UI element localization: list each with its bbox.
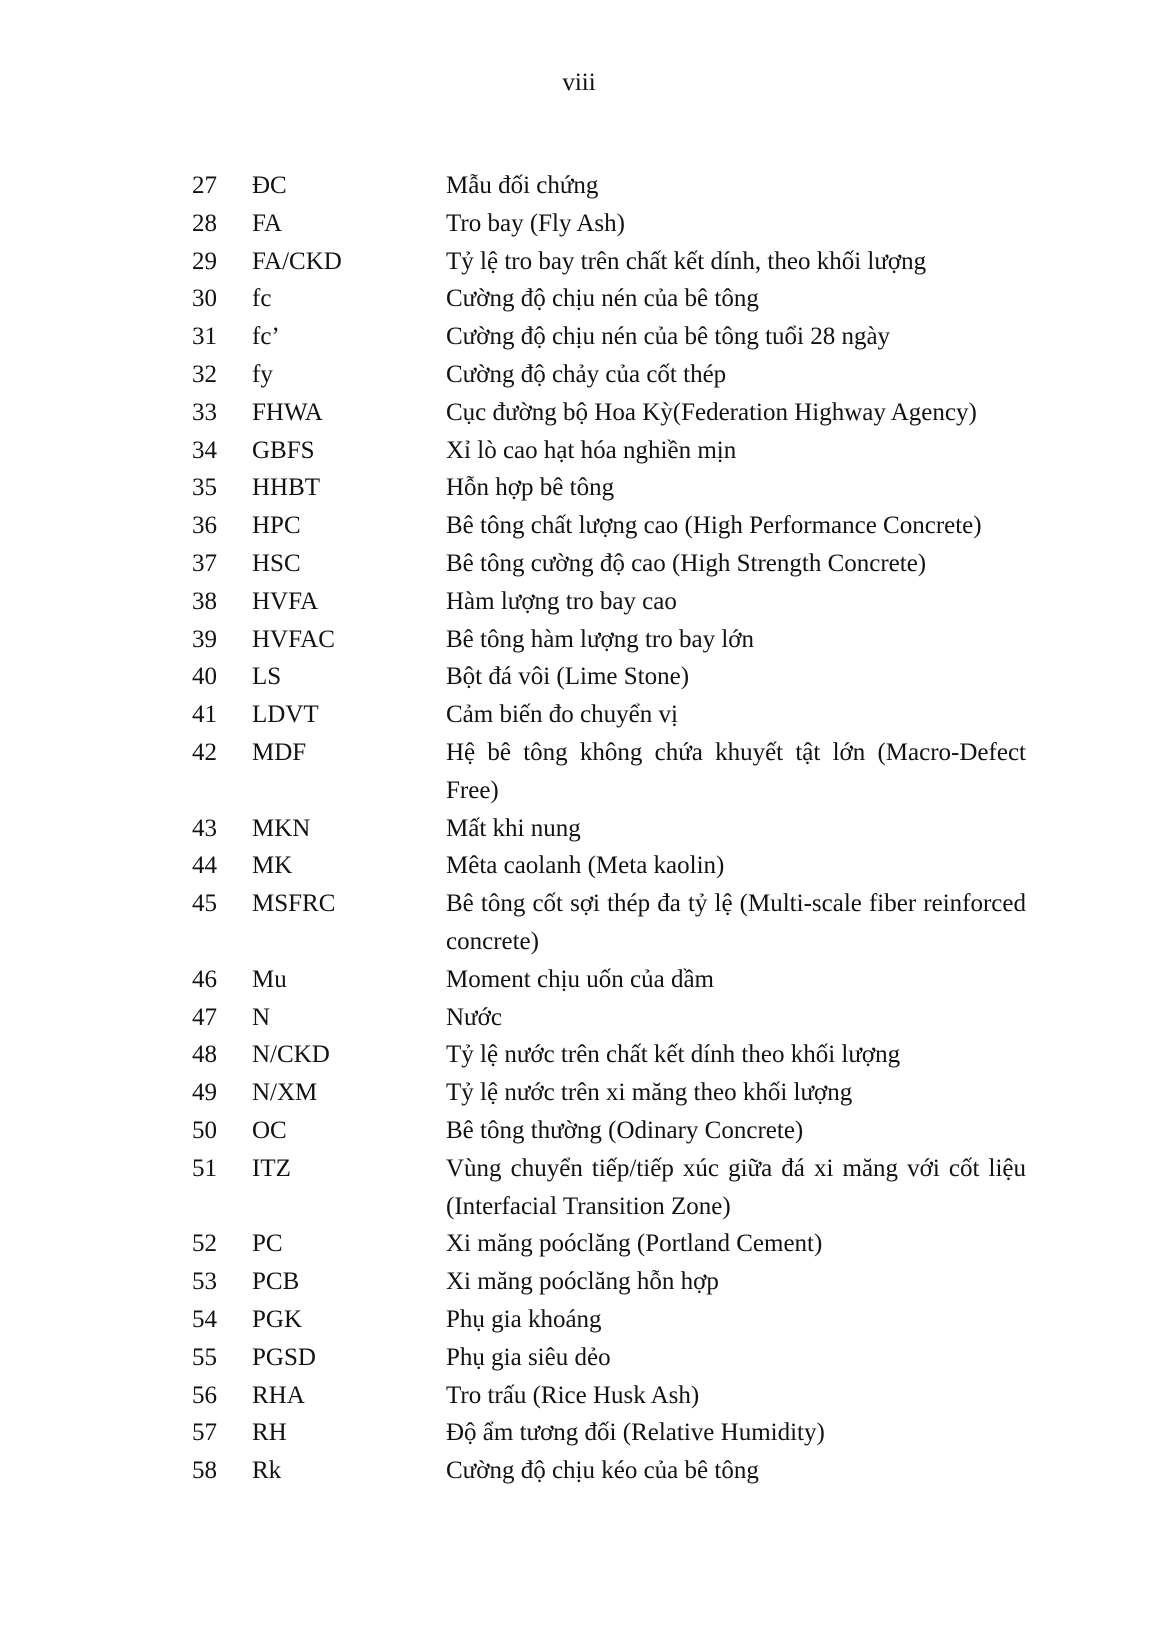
abbreviation: LS — [252, 663, 282, 691]
abbreviation: N/XM — [252, 1079, 318, 1107]
abbreviation-row — [192, 621, 1026, 659]
row-number: 36 — [192, 512, 217, 540]
row-number: 37 — [192, 549, 217, 577]
abbreviation: MKN — [252, 814, 311, 842]
abbreviation-row — [192, 394, 1026, 432]
abbreviation-row — [192, 1263, 1026, 1301]
abbreviation-row — [192, 1377, 1026, 1415]
definition — [446, 1074, 1026, 1112]
abbreviation-row — [192, 1150, 1026, 1226]
abbreviation-row — [192, 1036, 1026, 1074]
definition-line: Phụ gia siêu dẻo — [446, 1343, 611, 1371]
definition-line: Cường độ chịu kéo của bê tông — [446, 1457, 759, 1485]
definition — [446, 432, 1026, 470]
definition-line: Phụ gia khoáng — [446, 1305, 602, 1333]
row-number: 39 — [192, 625, 217, 653]
abbreviation-row — [192, 961, 1026, 999]
abbreviation: FHWA — [252, 398, 323, 426]
abbreviation-row — [192, 167, 1026, 205]
row-number: 45 — [192, 890, 217, 918]
row-number: 40 — [192, 663, 217, 691]
definition-line: Mêta caolanh (Meta kaolin) — [446, 852, 725, 880]
definition-line: concrete) — [446, 927, 539, 955]
abbreviation-row — [192, 1301, 1026, 1339]
row-number: 58 — [192, 1457, 217, 1485]
abbreviation-list — [192, 167, 1026, 1490]
definition-line: Cục đường bộ Hoa Kỳ(Federation Highway Agency) — [446, 398, 977, 426]
abbreviation: HVFA — [252, 587, 319, 615]
definition — [446, 696, 1026, 734]
definition-line: Xi măng poóclăng (Portland Cement) — [446, 1230, 823, 1258]
definition-line: Free) — [446, 776, 499, 804]
abbreviation: PC — [252, 1230, 283, 1258]
definition-line: Xi măng poóclăng hỗn hợp — [446, 1268, 719, 1296]
abbreviation-row — [192, 243, 1026, 281]
definition — [446, 1377, 1026, 1415]
abbreviation: PGSD — [252, 1343, 316, 1371]
abbreviation: RH — [252, 1419, 287, 1447]
abbreviation: MK — [252, 852, 293, 880]
definition-line: Cường độ chảy của cốt thép — [446, 360, 727, 388]
row-number: 31 — [192, 323, 217, 351]
definition-line: Bê tông cường độ cao (High Strength Concrete) — [446, 549, 927, 577]
definition — [446, 1301, 1026, 1339]
abbreviation-row — [192, 1452, 1026, 1490]
row-number: 55 — [192, 1343, 217, 1371]
definition-line: Bột đá vôi (Lime Stone) — [446, 663, 690, 691]
row-number: 35 — [192, 474, 217, 502]
definition-line: Độ ẩm tương đối (Relative Humidity) — [446, 1419, 825, 1447]
row-number: 27 — [192, 172, 217, 199]
definition — [446, 318, 1026, 356]
page-number: viii — [562, 69, 596, 96]
row-number: 46 — [192, 965, 217, 993]
abbreviation: FA/CKD — [252, 247, 342, 275]
definition — [446, 658, 1026, 696]
row-number: 29 — [192, 247, 217, 275]
definition — [446, 810, 1026, 848]
abbreviation-row — [192, 885, 1026, 961]
definition — [446, 1036, 1026, 1074]
row-number: 48 — [192, 1041, 217, 1069]
definition-line: Tỷ lệ nước trên chất kết dính theo khối lượng — [446, 1041, 901, 1069]
abbreviation-row — [192, 1074, 1026, 1112]
definition-line: Bê tông chất lượng cao (High Performance Concrete) — [446, 512, 982, 540]
definition — [446, 961, 1026, 999]
definition — [446, 356, 1026, 394]
definition — [446, 394, 1026, 432]
definition — [446, 167, 1026, 205]
definition-line: Mẫu đối chứng — [446, 172, 599, 199]
abbreviation: fc’ — [252, 323, 280, 351]
definition-line: Hỗn hợp bê tông — [446, 474, 615, 502]
abbreviation: PGK — [252, 1305, 303, 1333]
definition — [446, 1263, 1026, 1301]
row-number: 43 — [192, 814, 217, 842]
abbreviation: Rk — [252, 1457, 282, 1485]
abbreviation-row — [192, 280, 1026, 318]
row-number: 28 — [192, 209, 217, 237]
definition-line: Tỷ lệ tro bay trên chất kết dính, theo khối lượng — [446, 247, 927, 275]
definition — [446, 1452, 1026, 1490]
definition-line: Nước — [446, 1003, 502, 1031]
row-number: 53 — [192, 1268, 217, 1296]
abbreviation-row — [192, 696, 1026, 734]
definition — [446, 885, 1026, 961]
definition-line: Moment chịu uốn của dầm — [446, 965, 714, 993]
definition-line: Cảm biến đo chuyển vị — [446, 701, 678, 729]
definition-line: Bê tông thường (Odinary Concrete) — [446, 1116, 804, 1144]
definition — [446, 583, 1026, 621]
row-number: 41 — [192, 701, 217, 729]
abbreviation-row — [192, 356, 1026, 394]
abbreviation: HHBT — [252, 474, 321, 502]
abbreviation: PCB — [252, 1268, 300, 1296]
row-number: 52 — [192, 1230, 217, 1258]
definition — [446, 847, 1026, 885]
abbreviation: ĐC — [252, 172, 287, 199]
definition-line: Hệ bê tông không chứa khuyết tật lớn (Macro-Defect — [446, 738, 1026, 766]
row-number: 44 — [192, 852, 217, 880]
definition — [446, 734, 1026, 810]
abbreviation-row — [192, 318, 1026, 356]
definition — [446, 507, 1026, 545]
definition — [446, 1339, 1026, 1377]
abbreviation: RHA — [252, 1381, 305, 1409]
abbreviation-row — [192, 205, 1026, 243]
definition-line: Tỷ lệ nước trên xi măng theo khối lượng — [446, 1079, 853, 1107]
definition — [446, 1225, 1026, 1263]
row-number: 42 — [192, 738, 217, 766]
row-number: 56 — [192, 1381, 217, 1409]
abbreviation: N — [252, 1003, 271, 1031]
definition — [446, 1150, 1026, 1226]
definition — [446, 243, 1026, 281]
definition-line: Cường độ chịu nén của bê tông tuổi 28 ngày — [446, 323, 891, 351]
abbreviation: MSFRC — [252, 890, 336, 918]
definition-line: Hàm lượng tro bay cao — [446, 587, 677, 615]
definition-line: Mất khi nung — [446, 814, 581, 842]
abbreviation-row — [192, 507, 1026, 545]
abbreviation: GBFS — [252, 436, 315, 464]
definition-line: Tro bay (Fly Ash) — [446, 209, 625, 237]
definition-line: Cường độ chịu nén của bê tông — [446, 285, 759, 313]
definition-line: Bê tông cốt sợi thép đa tỷ lệ (Multi-scale fiber reinforced — [446, 890, 1026, 918]
definition — [446, 1414, 1026, 1452]
abbreviation-row — [192, 658, 1026, 696]
row-number: 57 — [192, 1419, 217, 1447]
row-number: 30 — [192, 285, 217, 313]
row-number: 32 — [192, 360, 217, 388]
definition — [446, 621, 1026, 659]
abbreviation-row — [192, 1339, 1026, 1377]
abbreviation-row — [192, 583, 1026, 621]
abbreviation: N/CKD — [252, 1041, 330, 1069]
row-number: 33 — [192, 398, 217, 426]
abbreviation: HVFAC — [252, 625, 335, 653]
abbreviation-row — [192, 469, 1026, 507]
definition-line: Bê tông hàm lượng tro bay lớn — [446, 625, 755, 653]
abbreviation: MDF — [252, 738, 307, 766]
abbreviation: ITZ — [252, 1154, 291, 1182]
definition — [446, 469, 1026, 507]
row-number: 50 — [192, 1116, 217, 1144]
row-number: 49 — [192, 1079, 217, 1107]
abbreviation-row — [192, 810, 1026, 848]
abbreviation: Mu — [252, 965, 287, 993]
abbreviation: FA — [252, 209, 283, 237]
definition-line: Xỉ lò cao hạt hóa nghiền mịn — [446, 436, 737, 464]
abbreviation-row — [192, 545, 1026, 583]
definition — [446, 1112, 1026, 1150]
abbreviation-row — [192, 1112, 1026, 1150]
row-number: 51 — [192, 1154, 217, 1182]
row-number: 38 — [192, 587, 217, 615]
abbreviation-row — [192, 734, 1026, 810]
abbreviation: fy — [252, 360, 273, 388]
definition — [446, 205, 1026, 243]
abbreviation-row — [192, 1414, 1026, 1452]
row-number: 47 — [192, 1003, 217, 1031]
definition-line: Tro trấu (Rice Husk Ash) — [446, 1381, 700, 1409]
abbreviation: OC — [252, 1116, 287, 1144]
abbreviation: fc — [252, 285, 272, 313]
abbreviation-row — [192, 1225, 1026, 1263]
abbreviation: HSC — [252, 549, 301, 577]
abbreviation: HPC — [252, 512, 301, 540]
abbreviation-row — [192, 432, 1026, 470]
definition — [446, 545, 1026, 583]
definition — [446, 999, 1026, 1037]
abbreviation: LDVT — [252, 701, 319, 729]
definition — [446, 280, 1026, 318]
row-number: 34 — [192, 436, 217, 464]
definition-line: Vùng chuyển tiếp/tiếp xúc giữa đá xi măng với cốt liệu — [446, 1154, 1026, 1182]
abbreviation-row — [192, 999, 1026, 1037]
abbreviation-row — [192, 847, 1026, 885]
definition-line: (Interfacial Transition Zone) — [446, 1192, 731, 1220]
row-number: 54 — [192, 1305, 217, 1333]
